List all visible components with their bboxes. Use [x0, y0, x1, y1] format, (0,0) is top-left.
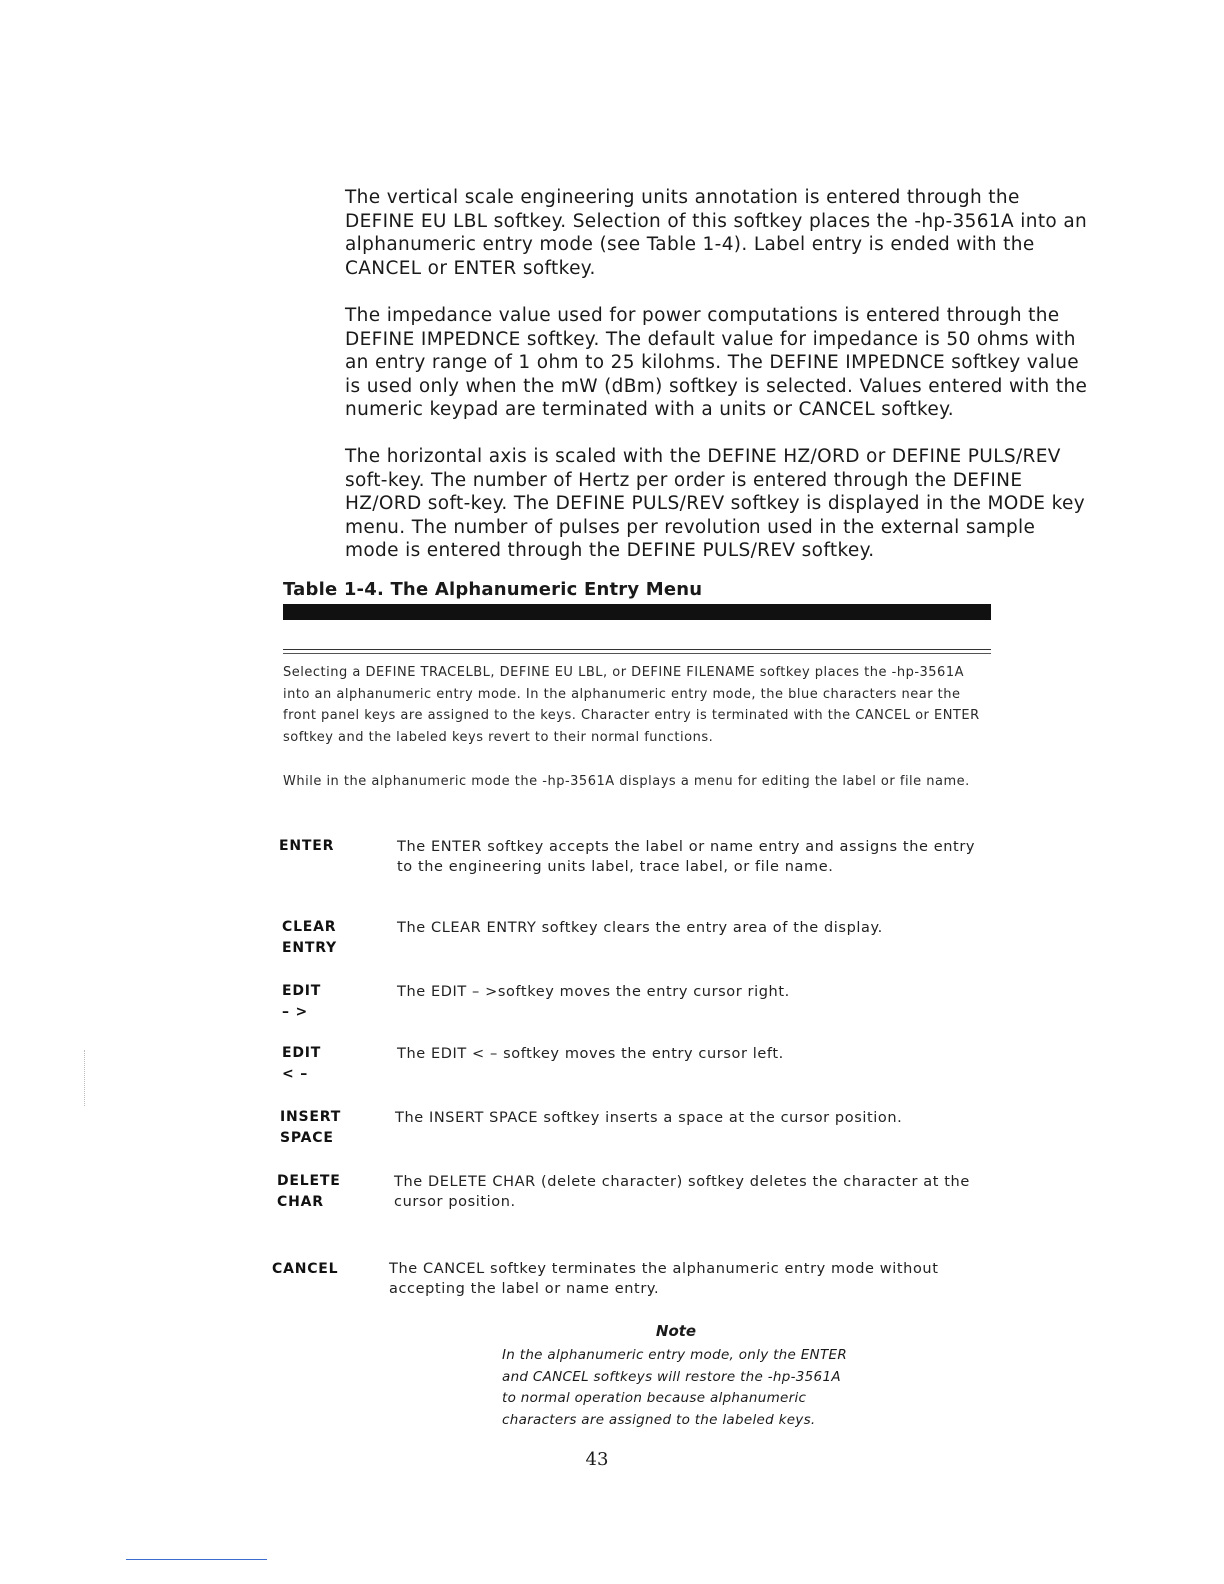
page-number: 43 — [585, 1449, 609, 1470]
softkey-desc-cancel: The CANCEL softkey terminates the alphanumeric entry mode without accepting the label or name entry. — [389, 1261, 939, 1297]
table-intro: While in the alphanumeric mode the -hp-3561A displays a menu for editing the label or file name. — [283, 774, 970, 789]
table-title: Table 1-4. The Alphanumeric Entry Menu — [283, 579, 703, 600]
softkey-desc-delete-char: The DELETE CHAR (delete character) softkey deletes the character at the cursor position. — [394, 1174, 970, 1210]
softkey-desc-enter: The ENTER softkey accepts the label or name entry and assigns the entry to the engineering units label, trace label, or file name. — [397, 839, 976, 875]
softkey-label-delete-char: DELETE CHAR — [277, 1173, 341, 1210]
softkey-label-insert-space: INSERT SPACE — [280, 1109, 342, 1146]
paragraph-horizontal-axis: The horizontal axis is scaled with the DEFINE HZ/ORD or DEFINE PULS/REV soft-key. The number of Hertz per order is entered through the DEFINE HZ/ORD soft-key. The DEFINE PULS/REV softkey is displayed in the MODE key menu. The number of pulses per revolution used in the external sample mode is entered through the DEFINE PULS/REV softkey. — [345, 446, 1086, 561]
softkey-desc-clear-entry: The CLEAR ENTRY softkey clears the entry area of the display. — [397, 920, 883, 936]
softkey-desc-insert-space: The INSERT SPACE softkey inserts a space at the cursor position. — [395, 1110, 903, 1126]
table-intro: Selecting a DEFINE TRACELBL, DEFINE EU LBL, or DEFINE FILENAME softkey places the -hp-3561A into an alphanumeric entry mode. In the alphanumeric entry mode, the blue characters near the front panel keys are assigned to the keys. Character entry is terminated with the CANCEL or ENTER softkey and the labeled keys revert to their normal functions. — [283, 665, 980, 745]
table-rule — [283, 649, 991, 650]
softkey-label-enter: ENTER — [279, 838, 335, 854]
scan-artifact — [84, 1050, 86, 1106]
note-title: Note — [655, 1322, 697, 1340]
paragraph-impedance: The impedance value used for power computations is entered through the DEFINE IMPEDNCE softkey. The default value for impedance is 50 ohms with an entry range of 1 ohm to 25 kilohms. The DEFINE IMPEDNCE softkey value is used only when the mW (dBm) softkey is selected. Values entered with the numeric keypad are terminated with a units or CANCEL softkey. — [345, 305, 1088, 420]
softkey-desc-edit-right: The EDIT – >softkey moves the entry cursor right. — [397, 984, 790, 1000]
softkey-label-clear-entry: CLEAR ENTRY — [282, 919, 337, 956]
softkey-desc-edit-left: The EDIT < – softkey moves the entry cursor left. — [397, 1046, 784, 1062]
softkey-label-cancel: CANCEL — [272, 1261, 339, 1277]
footer-line — [126, 1559, 267, 1560]
table-title-bar — [283, 604, 991, 620]
softkey-label-edit-left: EDIT < – — [282, 1045, 322, 1082]
paragraph-eu-label: The vertical scale engineering units annotation is entered through the DEFINE EU LBL softkey. Selection of this softkey places the -hp-3561A into an alphanumeric entry mode (see Table 1-4). Label entry is ended with the CANCEL or ENTER softkey. — [345, 187, 1088, 279]
table-rule — [283, 653, 991, 654]
note-text: In the alphanumeric entry mode, only the ENTER and CANCEL softkeys will restore the -hp-3561A to normal operation because alphanumeric characters are assigned to the labeled keys. — [502, 1347, 848, 1428]
softkey-label-edit-right: EDIT – > — [282, 983, 322, 1020]
